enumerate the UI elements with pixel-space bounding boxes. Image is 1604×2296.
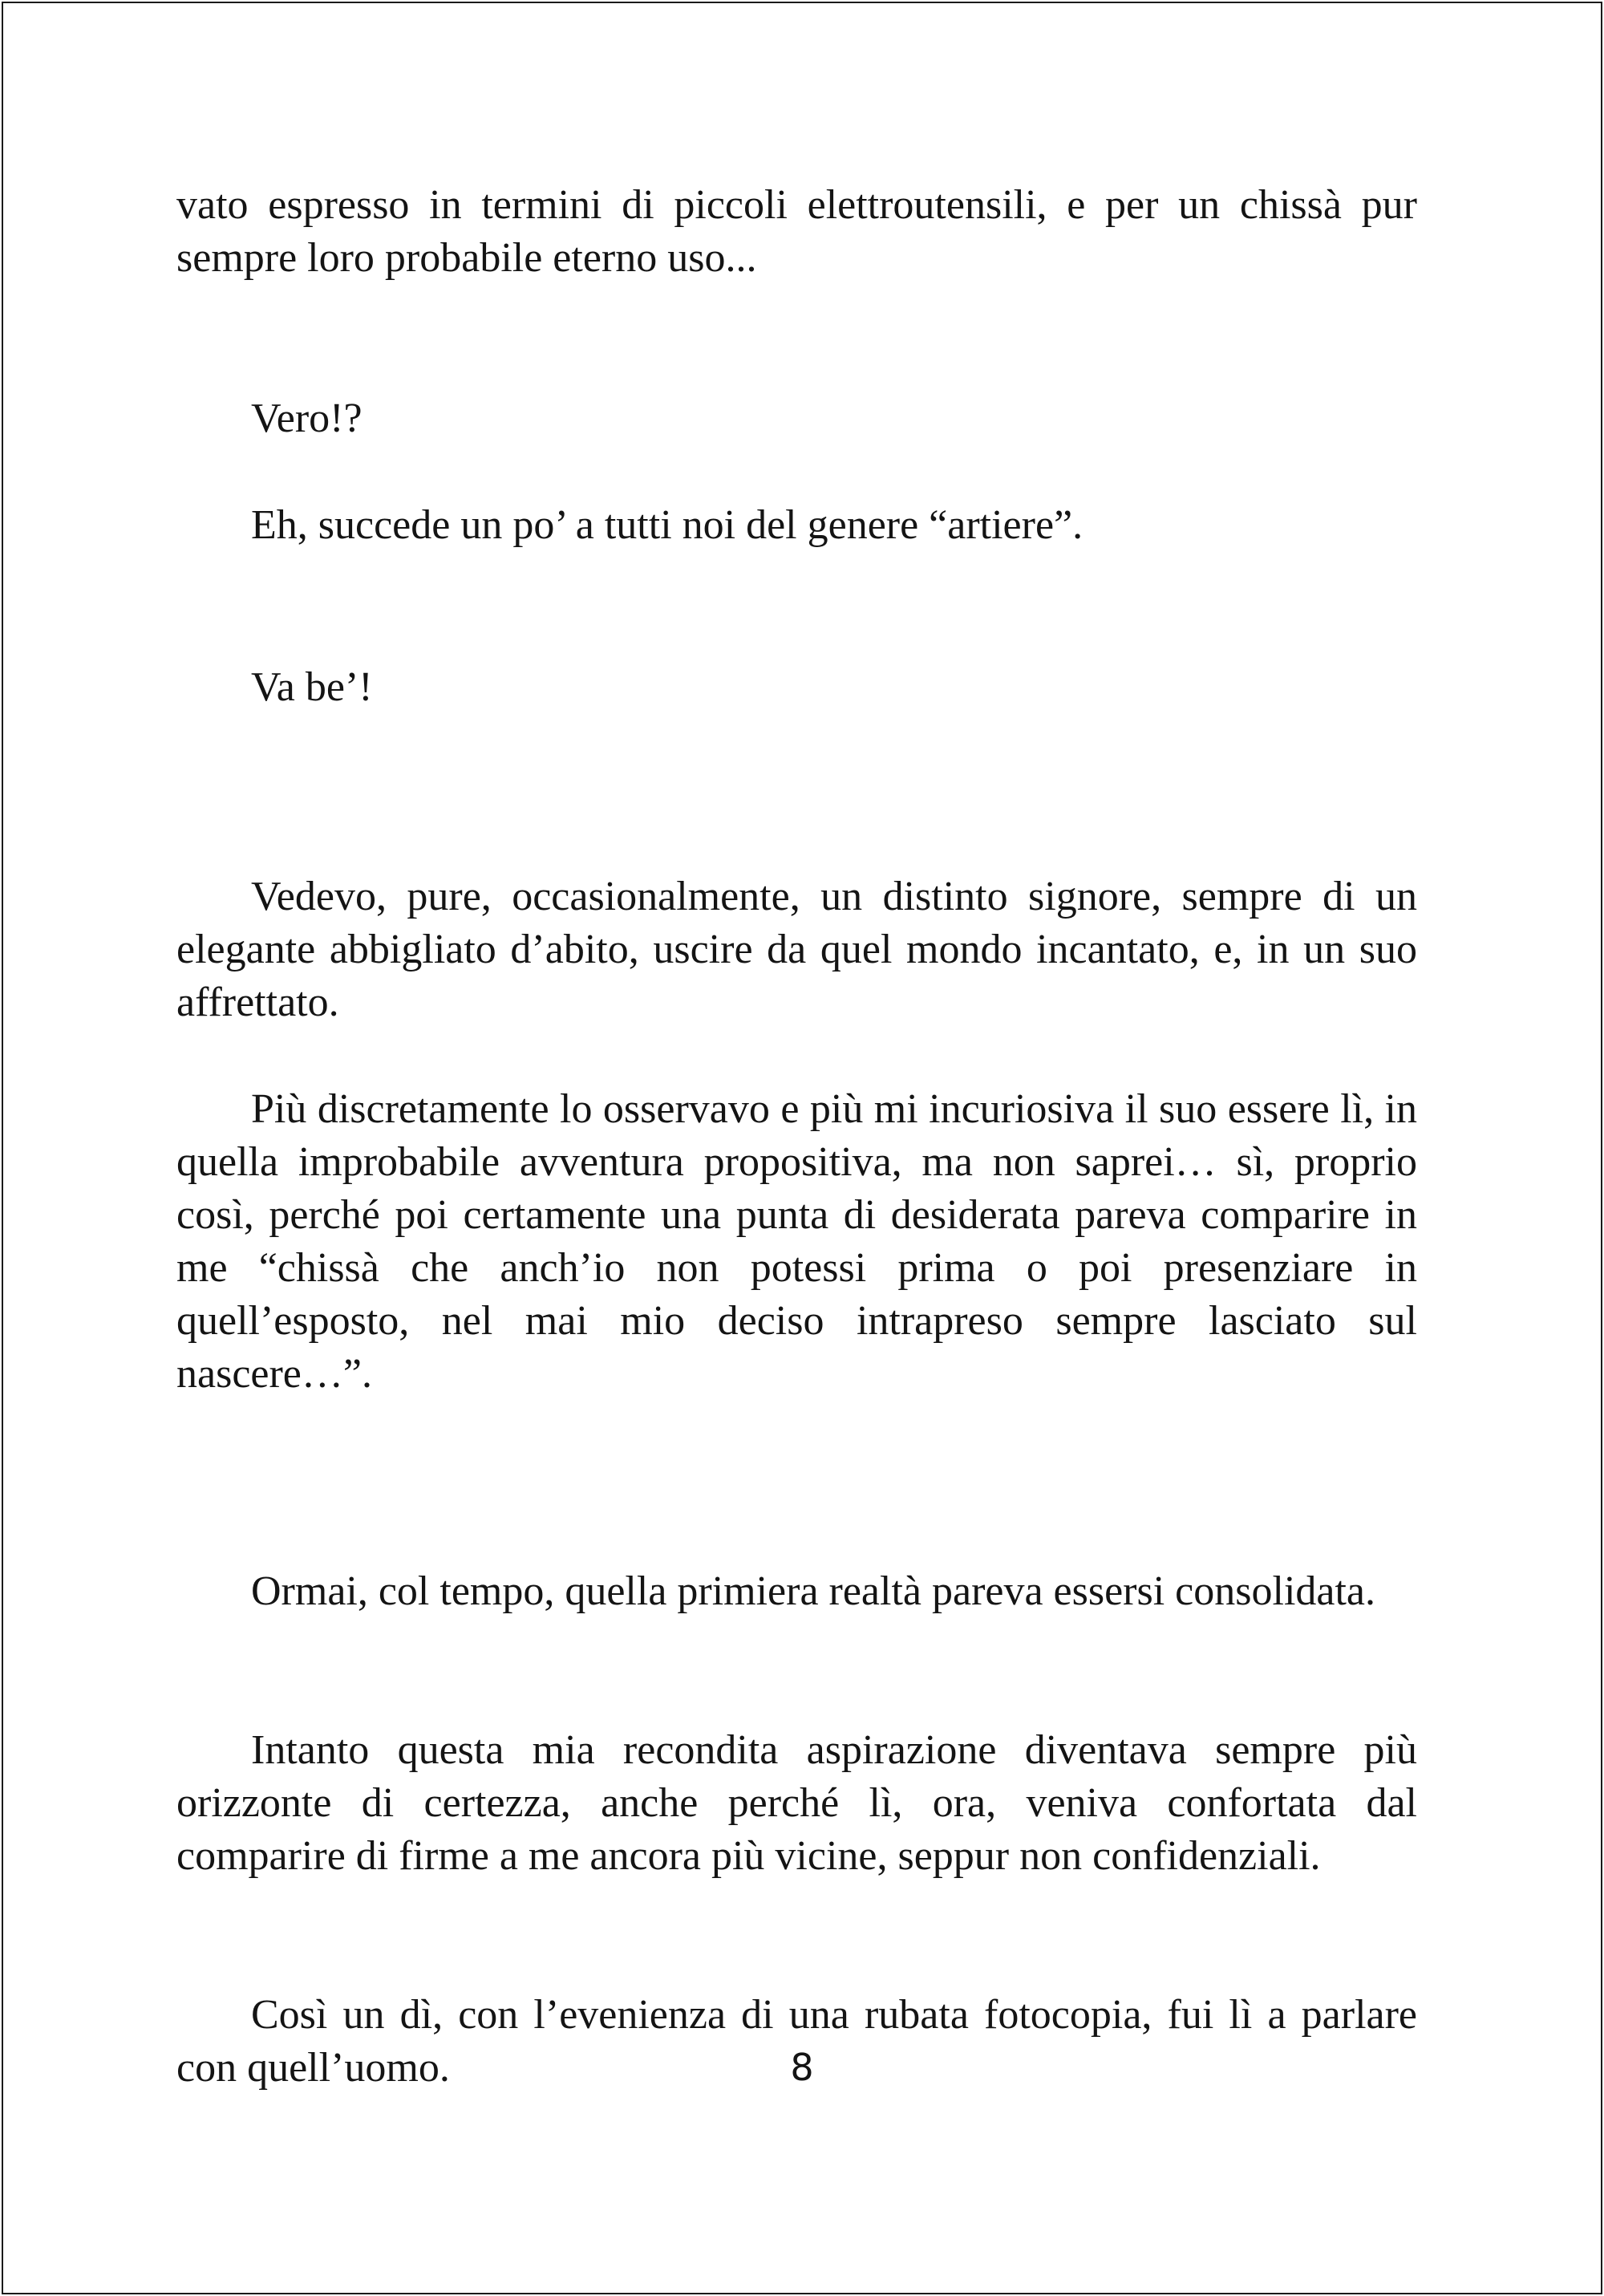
paragraph-continuation: vato espresso in termini di piccoli elettroutensili, e per un chissà pur sempre loro probabile eterno uso...: [176, 182, 1417, 281]
paragraph-aspirazione: Intanto questa mia recondita aspirazione diventava sempre più orizzonte di certezza, anche perché lì, ora, veniva confortata dal comparire di firme a me ancora più vicine, seppur non confidenziali.: [176, 1727, 1417, 1879]
paragraph-distinto-signore: Vedevo, pure, occasionalmente, un distinto signore, sempre di un elegante abbigliato d’abito, uscire da quel mondo incantato, e, in un suo affrettato.: [176, 874, 1417, 1025]
book-page: [2, 2, 1602, 2294]
paragraph-vero: Vero!?: [251, 396, 363, 441]
paragraph-artiere: Eh, succede un po’ a tutti noi del genere “artiere”.: [251, 502, 1084, 548]
paragraph-va-be: Va be’!: [251, 664, 373, 710]
paragraph-consolidata: Ormai, col tempo, quella primiera realtà pareva essersi consolidata.: [251, 1568, 1375, 1614]
paragraph-osservavo: Più discretamente lo osservavo e più mi incuriosiva il suo essere lì, in quella improbabile avventura propositiva, ma non saprei… sì, proprio così, perché poi certamente una punta di desiderata pareva comparire in me “chissà che anch’io non potessi prima o poi presenziare in quell’esposto, nel mai mio deciso intrapreso sempre lasciato sul nascere…”.: [176, 1086, 1417, 1397]
page-number: 8: [790, 2046, 814, 2089]
paragraph-fotocopia: Così un dì, con l’evenienza di una rubata fotocopia, fui lì a parlare con quell’uomo.: [176, 1992, 1417, 2091]
